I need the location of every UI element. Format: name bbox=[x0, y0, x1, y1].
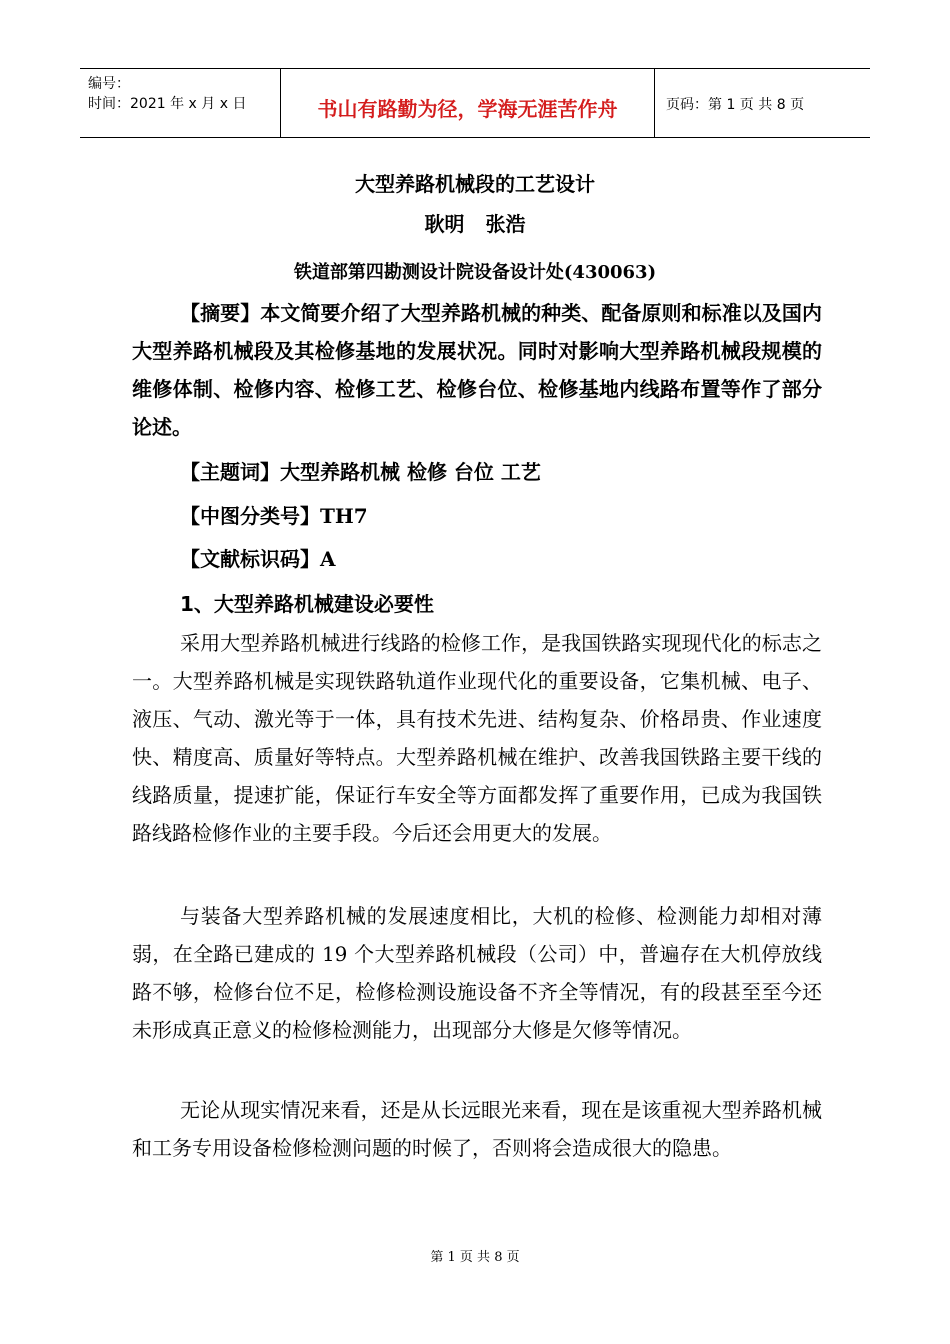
doc-code-line: 【文献标识码】A bbox=[180, 547, 336, 571]
page-info: 页码：第 1 页 共 8 页 bbox=[666, 97, 805, 113]
header-center-cell bbox=[281, 69, 655, 137]
body-paragraph: 与装备大型养路机械的发展速度相比，大机的检修、检测能力却相对薄弱，在全路已建成的 19 个大型养路机械段（公司）中，普遍存在大机停放线路不够，检修台位不足，检修检测设施设备不齐全等情况，有的段甚至至今还未形成真正意义的检修检测能力，出现部分大修是欠修等情况。 bbox=[132, 904, 822, 1042]
header-table bbox=[80, 68, 870, 138]
serial-label: 编号： bbox=[88, 76, 130, 92]
keywords-line: 【主题词】大型养路机械 检修 台位 工艺 bbox=[180, 460, 541, 484]
time-label: 时间：2021 年 x 月 x 日 bbox=[88, 96, 247, 112]
page-footer: 第 1 页 共 8 页 bbox=[430, 1250, 520, 1265]
motto-text: 书山有路勤为径，学海无涯苦作舟 bbox=[317, 97, 618, 121]
header-right-cell bbox=[656, 69, 870, 137]
article-affiliation: 铁道部第四勘测设计院设备设计处(430063) bbox=[293, 262, 657, 283]
classification-line: 【中图分类号】TH7 bbox=[180, 504, 368, 528]
body-paragraph: 无论从现实情况来看，还是从长远眼光来看，现在是该重视大型养路机械和工务专用设备检修检测问题的时候了，否则将会造成很大的隐患。 bbox=[132, 1098, 822, 1160]
article-authors: 耿明 张浩 bbox=[424, 212, 526, 236]
abstract-paragraph: 【摘要】本文简要介绍了大型养路机械的种类、配备原则和标准以及国内大型养路机械段及其检修基地的发展状况。同时对影响大型养路机械段规模的维修体制、检修内容、检修工艺、检修台位、检修基地内线路布置等作了部分论述。 bbox=[132, 301, 822, 439]
body-paragraph: 采用大型养路机械进行线路的检修工作，是我国铁路实现现代化的标志之一。大型养路机械是实现铁路轨道作业现代化的重要设备，它集机械、电子、液压、气动、激光等于一体，具有技术先进、结构复杂、价格昂贵、作业速度快、精度高、质量好等特点。大型养路机械在维护、改善我国铁路主要干线的线路质量，提速扩能，保证行车安全等方面都发挥了重要作用，已成为我国铁路线路检修作业的主要手段。今后还会用更大的发展。 bbox=[132, 631, 822, 845]
article-title: 大型养路机械段的工艺设计 bbox=[355, 172, 595, 196]
header-left-cell bbox=[80, 69, 281, 137]
section-heading: 1、大型养路机械建设必要性 bbox=[180, 592, 434, 616]
